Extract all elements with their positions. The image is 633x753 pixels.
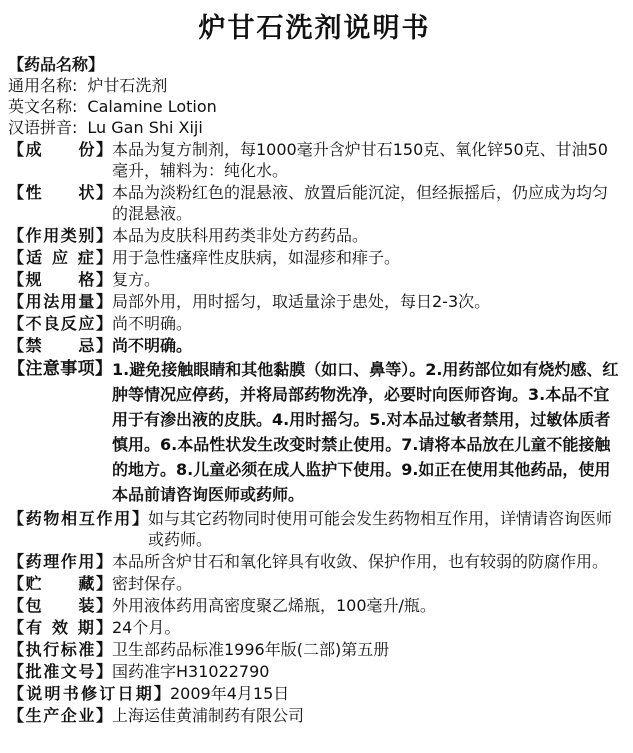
category-value: 本品为皮肤科用药类非处方药药品。 xyxy=(112,226,369,245)
specification-label: 【规 格】 xyxy=(8,270,112,289)
revision-date-label: 【说明书修订日期】 xyxy=(8,684,170,703)
row-category xyxy=(8,225,621,246)
row-manufacturer xyxy=(8,705,621,726)
indications-label: 【适 应 症】 xyxy=(8,248,112,267)
row-contraindications xyxy=(8,335,621,356)
contraindications-value: 尚不明确。 xyxy=(112,336,193,355)
row-packaging xyxy=(8,595,621,616)
ingredients-label: 【成 份】 xyxy=(8,140,112,159)
english-name-line xyxy=(8,96,621,117)
document-title: 炉甘石洗剂说明书 xyxy=(198,13,431,44)
row-precautions xyxy=(8,357,621,507)
revision-date-value: 2009年4月15日 xyxy=(170,684,290,703)
appearance-value: 本品为淡粉红色的混悬液、放置后能沉淀，但经振摇后，仍应成为均匀的混悬液。 xyxy=(112,183,609,223)
category-label: 【作用类别】 xyxy=(8,226,112,245)
packaging-value: 外用液体药用高密度聚乙烯瓶，100毫升/瓶。 xyxy=(112,596,436,615)
manufacturer-label: 【生产企业】 xyxy=(8,706,112,725)
pinyin-label: 汉语拼音: xyxy=(8,118,78,137)
pinyin-line xyxy=(8,117,621,138)
row-ingredients xyxy=(8,139,621,181)
generic-name-value: 炉甘石洗剂 xyxy=(87,76,168,95)
row-dosage xyxy=(8,291,621,312)
shelf-life-value: 24个月。 xyxy=(112,618,181,637)
manufacturer-value: 上海运佳黄浦制药有限公司 xyxy=(112,706,305,725)
standard-value: 卫生部药品标准1996年版(二部)第五册 xyxy=(112,640,390,659)
dosage-label: 【用法用量】 xyxy=(8,292,112,311)
ingredients-value: 本品为复方制剂，每1000毫升含炉甘石150克、氧化锌50克、甘油50毫升，辅料为：纯化水。 xyxy=(112,140,608,180)
interactions-value: 如与其它药物同时使用可能会发生药物相互作用，详情请咨询医师或药师。 xyxy=(148,509,613,549)
row-adverse-reactions xyxy=(8,313,621,334)
pinyin-value: Lu Gan Shi Xiji xyxy=(87,118,203,137)
contraindications-label: 【禁 忌】 xyxy=(8,336,112,355)
precautions-value: 1.避免接触眼睛和其他黏膜（如口、鼻等）。2.用药部位如有烧灼感、红肿等情况应停药，并将局部药物洗净，必要时向医师咨询。3.本品不宜用于有渗出液的皮肤。4.用时摇匀。5.对本品过敏者禁用，过敏体质者慎用。6.本品性状发生改变时禁止使用。7.请将本品放在儿童不能接触的地方。8.儿童必须在成人监护下使用。9.如正在使用其他药品，使用本品前请咨询医师或药师。 xyxy=(112,360,619,504)
dosage-value: 局部外用，用时摇匀，取适量涂于患处，每日2-3次。 xyxy=(112,292,491,311)
row-indications xyxy=(8,247,621,268)
row-interactions xyxy=(8,508,621,550)
storage-value: 密封保存。 xyxy=(112,574,193,593)
storage-label: 【贮 藏】 xyxy=(8,574,112,593)
row-appearance xyxy=(8,182,621,224)
indications-value: 用于急性瘙痒性皮肤病，如湿疹和痱子。 xyxy=(112,248,401,267)
pharmacology-label: 【药理作用】 xyxy=(8,552,112,571)
packaging-label: 【包 装】 xyxy=(8,596,112,615)
adverse-reactions-value: 尚不明确。 xyxy=(112,314,193,333)
row-revision-date xyxy=(8,683,621,704)
adverse-reactions-label: 【不良反应】 xyxy=(8,314,112,333)
standard-label: 【执行标准】 xyxy=(8,640,112,659)
appearance-label: 【性 状】 xyxy=(8,183,112,202)
precautions-label: 【注意事项】 xyxy=(8,359,112,379)
row-pharmacology xyxy=(8,551,621,572)
row-storage xyxy=(8,573,621,594)
approval-number-value: 国药准字H31022790 xyxy=(112,662,270,681)
english-name-value: Calamine Lotion xyxy=(87,97,217,116)
generic-name-label: 通用名称: xyxy=(8,76,78,95)
row-specification xyxy=(8,269,621,290)
generic-name-line xyxy=(8,75,621,96)
specification-value: 复方。 xyxy=(112,270,161,289)
interactions-label: 【药物相互作用】 xyxy=(8,509,148,528)
row-approval-number xyxy=(8,661,621,682)
approval-number-label: 【批准文号】 xyxy=(8,662,112,681)
row-shelf-life xyxy=(8,617,621,638)
english-name-label: 英文名称: xyxy=(8,97,78,116)
section-drug-name: 【药品名称】 xyxy=(8,55,105,74)
row-standard xyxy=(8,639,621,660)
pharmacology-value: 本品所含炉甘石和氧化锌具有收敛、保护作用，也有较弱的防腐作用。 xyxy=(112,552,609,571)
shelf-life-label: 【有 效 期】 xyxy=(8,618,112,637)
